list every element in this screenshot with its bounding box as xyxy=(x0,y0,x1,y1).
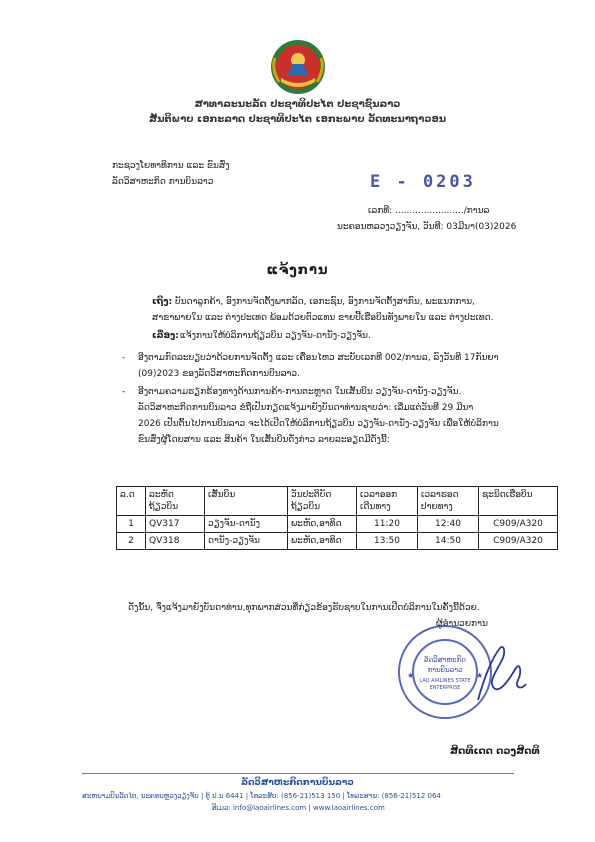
stamp-text: LAO AIRLINES STATE xyxy=(419,678,471,684)
recipients-line-1: ບັນດາລູກຄ້າ, ອົງການຈັດຕັ້ງພາກລັດ, ເອກະຊົນ, ອົງການຈັດຕັ້ງສາກົນ, ພະແນກການ, xyxy=(175,297,475,307)
basis-1-line-2: (09)2023 ຂອງລັດວິສາຫະກິດການບິນລາວ. xyxy=(138,369,300,379)
stamp-text: ENTERPRISE xyxy=(429,685,461,691)
subject-text: ແຈ້ງການໃຫ້ບໍລິການຖ້ຽວບິນ ວຽງຈັນ-ດານັງ-ວຽງຈັນ. xyxy=(180,331,371,341)
bullet-dash: - xyxy=(122,387,126,397)
table-row xyxy=(117,533,558,550)
bullet-dash: - xyxy=(122,353,126,363)
table-cell: 14:50 xyxy=(418,533,479,550)
signatory-name: ສິດທິເດດ ດວງສິດທິ xyxy=(450,746,540,757)
table-cell: ພະຫັດ,ອາທິດ xyxy=(288,516,357,533)
table-cell: 12:40 xyxy=(418,516,479,533)
recipients-label: ເຖິງ: xyxy=(152,297,173,307)
reference-number: ເລກທີ: ......................../ການລ xyxy=(368,206,490,216)
header-cell: ວັນປະຕິບັດ ຖ້ຽວບິນ xyxy=(288,487,357,516)
ministry-name: ກະຊວງໂຍທາທິການ ແລະ ຂົນສົ່ງ xyxy=(112,161,230,171)
table-cell: 11:20 xyxy=(357,516,418,533)
star-icon: ★ xyxy=(407,671,415,680)
national-emblem-icon xyxy=(267,38,329,96)
signatory-title: ຜູ້ອຳນວຍການ xyxy=(436,619,488,629)
subject-label: ເລື່ອງ: xyxy=(152,331,179,341)
motto-header: ສັນຕິພາບ ເອກະລາດ ປະຊາທິປະໄຕ ເອກະພາບ ວັດທະນາຖາວອນ xyxy=(148,114,447,125)
footer-company-name: ລັດວິສາຫະກິດການບິນລາວ xyxy=(241,778,354,788)
table-cell: QV317 xyxy=(146,516,205,533)
flight-schedule-table xyxy=(116,486,558,550)
republic-header: ສາທາລະນະລັດ ປະຊາທິປະໄຕ ປະຊາຊົນລາວ xyxy=(194,99,401,110)
closing-text: ດັ່ງນັ້ນ, ຈຶ່ງແຈ້ງມາຍັງບັນດາທ່ານ,ທຸກພາກສ່ວນທີ່ກ່ຽວຂ້ອງຮັບຊາບໃນການເປີດບໍລິການໃນຄັ້ງນີ້ດ້ວຍ. xyxy=(128,603,480,613)
document-number: E - 0203 xyxy=(370,172,476,192)
header-cell: ຊະນິດເຮືອບິນ xyxy=(479,487,558,516)
table-cell: ພະຫັດ,ອາທິດ xyxy=(288,533,357,550)
table-row xyxy=(117,516,558,533)
header-cell: ລ.ດ xyxy=(117,487,146,516)
basis-2-line-1: ອີງຕາມຄວາມຮຽກຮ້ອງທາງດ້ານການຄ້າ-ການຕະຫຼາດ ໃນເສັ້ນບິນ ວຽງຈັນ-ດານັງ-ວຽງຈັນ. xyxy=(138,387,462,397)
body-line-3: ຂົນສົ່ງຜູ້ໂດຍສານ ແລະ ສິນຄ້າ ໃນເສັ້ນບິນດັ່ງກ່າວ ລາຍລະອຽດມີດັ່ງນີ້: xyxy=(138,435,390,445)
table-cell: 1 xyxy=(117,516,146,533)
star-icon: ★ xyxy=(476,671,484,680)
stamp-text: ລັດວິສາຫະກິດ xyxy=(424,656,466,664)
table-header-row xyxy=(117,487,558,516)
header-cell: ເວລາອອກ ເດີນທາງ xyxy=(357,487,418,516)
footer-divider xyxy=(82,773,514,774)
document-date: ນະຄອນຫລວງວຽງຈັນ, ວັນທີ: 03ມີນາ(03)2026 xyxy=(337,222,517,232)
body-line-2: 2026 ເປັນຕົ້ນໄປການບິນລາວ ຈະໄດ້ເປີດໃຫ້ບໍລິການຖ້ຽວບິນ ວຽງຈັນ-ດານັງ-ວຽງຈັນ ເພື່ອໃຫ້ບໍລິການ xyxy=(138,419,499,429)
table-cell: ວຽງຈັນ-ດານັງ xyxy=(205,516,288,533)
footer-address: ສະຫນາມບິນວັດໄຕ, ນະຄອນຫຼວງວຽງຈັນ | ຕູ້ ປ.ນ 6441 | ໂທລະສັບ: (856-21)513 150 | ໂທລະສານ: (856-21)512 064 xyxy=(82,792,441,800)
document-title: ແຈ້ງການ xyxy=(266,263,329,278)
table-cell: C909/A320 xyxy=(479,533,558,550)
table-cell: 2 xyxy=(117,533,146,550)
recipients-line-2: ສາຂາພາຍໃນ ແລະ ຕ່າງປະເທດ ພ້ອມດ້ວຍຕົວແທນ ຂາຍປີ້ເຮືອບິນທັງພາຍໃນ ແລະ ຕ່າງປະເທດ. xyxy=(152,313,494,323)
table-cell: 13:50 xyxy=(357,533,418,550)
table-cell: C909/A320 xyxy=(479,516,558,533)
stamp-text: ການບິນລາວ xyxy=(427,666,463,674)
header-cell: ລະຫັດ ຖ້ຽວບິນ xyxy=(146,487,205,516)
basis-1-line-1: ອີງຕາມກົດລະບຽບວ່າດ້ວຍການຈັດຕັ້ງ ແລະ ເຄື່ອນໄຫວ ສະບັບເລກທີ 002/ການລ, ລົງວັນທີ 17ກັນຍາ xyxy=(138,353,499,363)
table-cell: ດານັງ-ວຽງຈັນ xyxy=(205,533,288,550)
footer-contact: ອີເມວ: info@laoairlines.com | www.laoairlines.com xyxy=(212,804,385,812)
signature-icon xyxy=(470,638,530,708)
body-line-1: ລັດວິສາຫະກິດການບິນລາວ ຂໍຖືເປັນກຽດແຈ້ງມາຍັງບັນດາທ່ານຊາບວ່າ: ເລີ່ມແຕ່ວັນທີ 29 ມີນາ xyxy=(138,403,474,413)
header-cell: ເສັ້ນບິນ xyxy=(205,487,288,516)
company-name: ລັດວິສາຫະກິດ ການບິນລາວ xyxy=(112,177,214,187)
header-cell: ເວລາຮອດ ປາຍທາງ xyxy=(418,487,479,516)
table-cell: QV318 xyxy=(146,533,205,550)
